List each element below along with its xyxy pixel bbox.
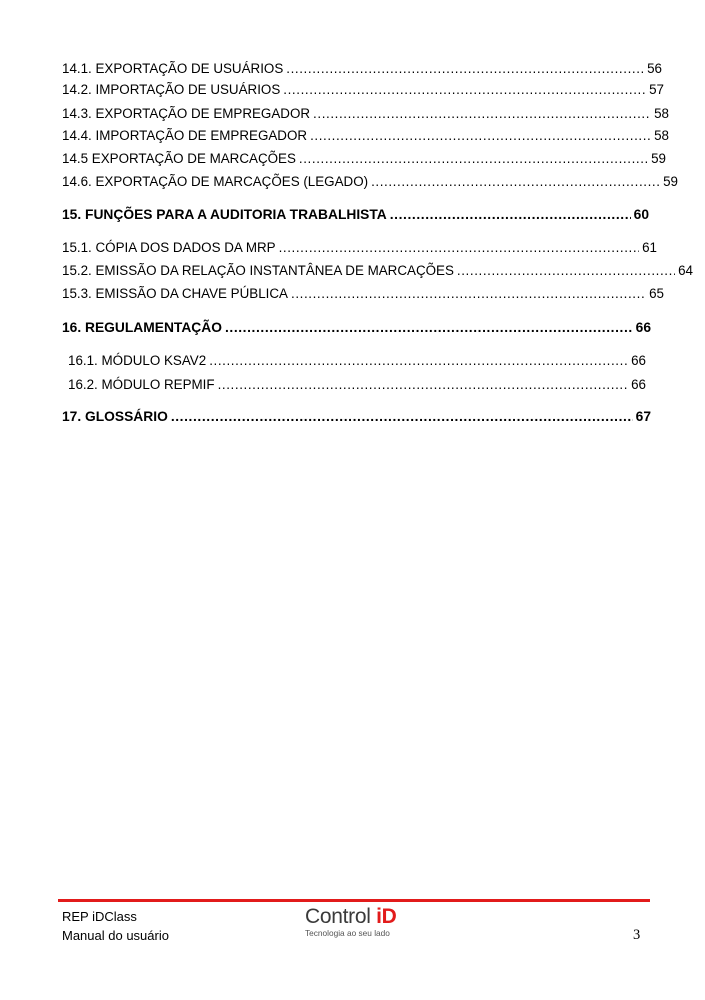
toc-leader-dots	[209, 351, 628, 371]
toc-entry[interactable]	[62, 261, 693, 281]
toc-entry[interactable]	[62, 172, 678, 192]
logo-wordmark: Control	[305, 905, 377, 928]
toc-entry-title: 14.2. IMPORTAÇÃO DE USUÁRIOS	[62, 82, 281, 97]
toc-leader-dots	[225, 318, 633, 338]
toc-entry[interactable]	[62, 126, 669, 146]
logo-tagline: Tecnologia ao seu lado	[305, 928, 390, 938]
toc-entry-page: 58	[654, 128, 669, 143]
toc-entry[interactable]	[62, 80, 664, 100]
toc-entry-title: 15.1. CÓPIA DOS DADOS DA MRP	[62, 240, 276, 255]
toc-entry-title: 15. FUNÇÕES PARA A AUDITORIA TRABALHISTA	[62, 207, 387, 222]
footer-product-name: REP iDClass	[62, 909, 137, 924]
toc-entry-page: 66	[631, 353, 646, 368]
toc-entry-page: 56	[647, 61, 662, 76]
toc-entry-title: 16. REGULAMENTAÇÃO	[62, 320, 222, 335]
toc-chapter[interactable]	[62, 407, 651, 427]
toc-entry-page: 64	[678, 263, 693, 278]
toc-leader-dots	[286, 59, 644, 79]
toc-entry-title: 14.1. EXPORTAÇÃO DE USUÁRIOS	[62, 61, 284, 76]
page-number: 3	[633, 927, 641, 943]
toc-entry-page: 66	[631, 377, 646, 392]
toc-entry[interactable]	[62, 59, 662, 79]
footer-manual-label: Manual do usuário	[62, 928, 169, 943]
footer-divider	[58, 899, 650, 902]
toc-leader-dots	[457, 261, 675, 281]
toc-entry-page: 60	[633, 207, 649, 222]
toc-entry-page: 65	[649, 286, 664, 301]
toc-entry[interactable]	[62, 149, 666, 169]
toc-entry-title: 14.3. EXPORTAÇÃO DE EMPREGADOR	[62, 106, 311, 121]
toc-entry[interactable]	[62, 284, 664, 304]
toc-entry-title: 14.5 EXPORTAÇÃO DE MARCAÇÕES	[62, 151, 296, 166]
toc-chapter[interactable]	[62, 205, 649, 225]
footer-document-info	[62, 907, 169, 945]
toc-leader-dots	[279, 238, 640, 258]
toc-entry-page: 58	[654, 106, 669, 121]
toc-chapter[interactable]	[62, 318, 651, 338]
toc-leader-dots	[371, 172, 660, 192]
toc-leader-dots	[390, 205, 631, 225]
toc-entry[interactable]	[62, 238, 657, 258]
toc-leader-dots	[291, 284, 646, 304]
toc-entry[interactable]	[68, 351, 646, 371]
toc-leader-dots	[310, 126, 651, 146]
toc-leader-dots	[299, 149, 648, 169]
toc-entry-page: 57	[649, 82, 664, 97]
toc-entry-title: 16.1. MÓDULO KSAV2	[68, 353, 207, 368]
logo-id-mark: iD	[376, 905, 397, 928]
toc-leader-dots	[171, 407, 633, 427]
toc-entry-title: 14.4. IMPORTAÇÃO DE EMPREGADOR	[62, 128, 308, 143]
toc-entry-page: 67	[635, 409, 651, 424]
toc-entry[interactable]	[62, 104, 669, 124]
toc-entry-title: 14.6. EXPORTAÇÃO DE MARCAÇÕES (LEGADO)	[62, 174, 369, 189]
toc-entry-page: 59	[651, 151, 666, 166]
toc-entry-title: 16.2. MÓDULO REPMIF	[68, 377, 215, 392]
toc-entry-page: 66	[635, 320, 651, 335]
toc-leader-dots	[218, 375, 629, 395]
control-id-logo	[305, 906, 415, 938]
toc-entry-title: 17. GLOSSÁRIO	[62, 409, 168, 424]
toc-leader-dots	[313, 104, 651, 124]
toc-entry-title: 15.3. EMISSÃO DA CHAVE PÚBLICA	[62, 286, 288, 301]
toc-entry-title: 15.2. EMISSÃO DA RELAÇÃO INSTANTÂNEA DE MARCAÇÕES	[62, 263, 454, 278]
toc-leader-dots	[283, 80, 646, 100]
toc-entry-page: 61	[642, 240, 657, 255]
toc-entry-page: 59	[663, 174, 678, 189]
toc-entry[interactable]	[68, 375, 646, 395]
